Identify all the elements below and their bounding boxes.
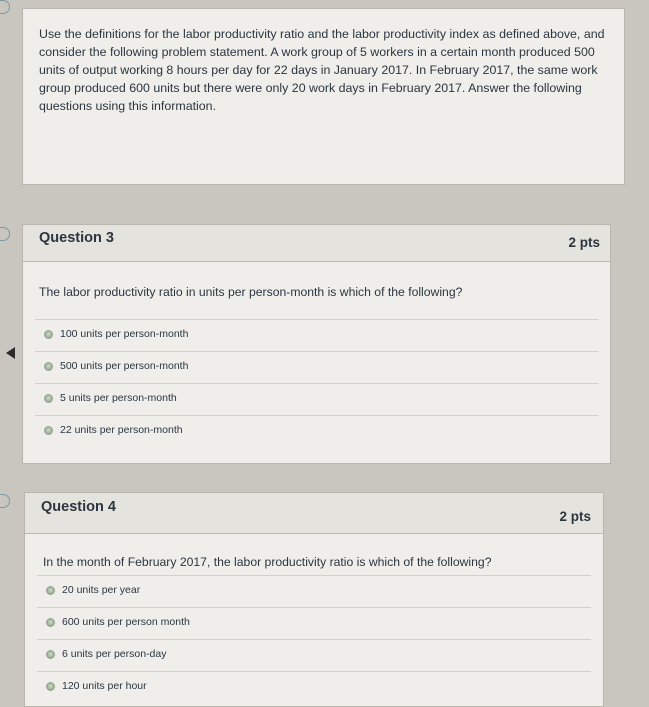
- bookmark-marker-icon[interactable]: [0, 227, 10, 241]
- answer-label[interactable]: 6 units per person-day: [62, 648, 167, 660]
- instructions-text: Use the definitions for the labor productivity ratio and the labor productivity index as defined above, and consider the following problem statement. A work group of 5 workers in a certain month produced 500 units of output working 8 hours per day for 22 days in January 2017. In February 2017, the same work group produced 600 units but there were only 20 work days in February 2017. Answer the following questions using this information.: [39, 27, 605, 113]
- answer-option[interactable]: [37, 639, 591, 671]
- answer-label[interactable]: 120 units per hour: [62, 680, 147, 692]
- radio-button[interactable]: [46, 682, 55, 691]
- answer-option[interactable]: [37, 607, 591, 639]
- question-text: The labor productivity ratio in units per person-month is which of the following?: [39, 285, 463, 299]
- answer-option[interactable]: [37, 575, 591, 607]
- instructions-card: [22, 8, 625, 185]
- answer-option[interactable]: [37, 671, 591, 703]
- question-title: Question 3: [39, 230, 114, 246]
- answer-option[interactable]: [35, 319, 598, 351]
- bookmark-marker-icon[interactable]: [0, 494, 10, 508]
- radio-button[interactable]: [46, 618, 55, 627]
- question-header: [23, 225, 610, 262]
- question-title: Question 4: [41, 499, 116, 515]
- radio-button[interactable]: [44, 394, 53, 403]
- question-header: [25, 493, 603, 534]
- answer-label[interactable]: 5 units per person-month: [60, 392, 177, 404]
- answer-label[interactable]: 600 units per person month: [62, 616, 190, 628]
- question-text: In the month of February 2017, the labor productivity ratio is which of the following?: [43, 555, 492, 569]
- answer-label[interactable]: 500 units per person-month: [60, 360, 189, 372]
- answer-list: [37, 575, 591, 703]
- answer-label[interactable]: 20 units per year: [62, 584, 141, 596]
- bookmark-marker-icon[interactable]: [0, 0, 10, 14]
- radio-button[interactable]: [44, 426, 53, 435]
- question-points: 2 pts: [559, 509, 591, 524]
- radio-button[interactable]: [46, 586, 55, 595]
- radio-button[interactable]: [44, 330, 53, 339]
- answer-option[interactable]: [35, 383, 598, 415]
- radio-button[interactable]: [46, 650, 55, 659]
- answer-option[interactable]: [35, 415, 598, 447]
- question-3-card: [22, 224, 611, 464]
- answer-label[interactable]: 100 units per person-month: [60, 328, 189, 340]
- mouse-cursor-icon: [6, 347, 15, 359]
- radio-button[interactable]: [44, 362, 53, 371]
- answer-list: [35, 319, 598, 447]
- question-points: 2 pts: [568, 235, 600, 250]
- answer-label[interactable]: 22 units per person-month: [60, 424, 183, 436]
- question-4-card: [24, 492, 604, 707]
- answer-option[interactable]: [35, 351, 598, 383]
